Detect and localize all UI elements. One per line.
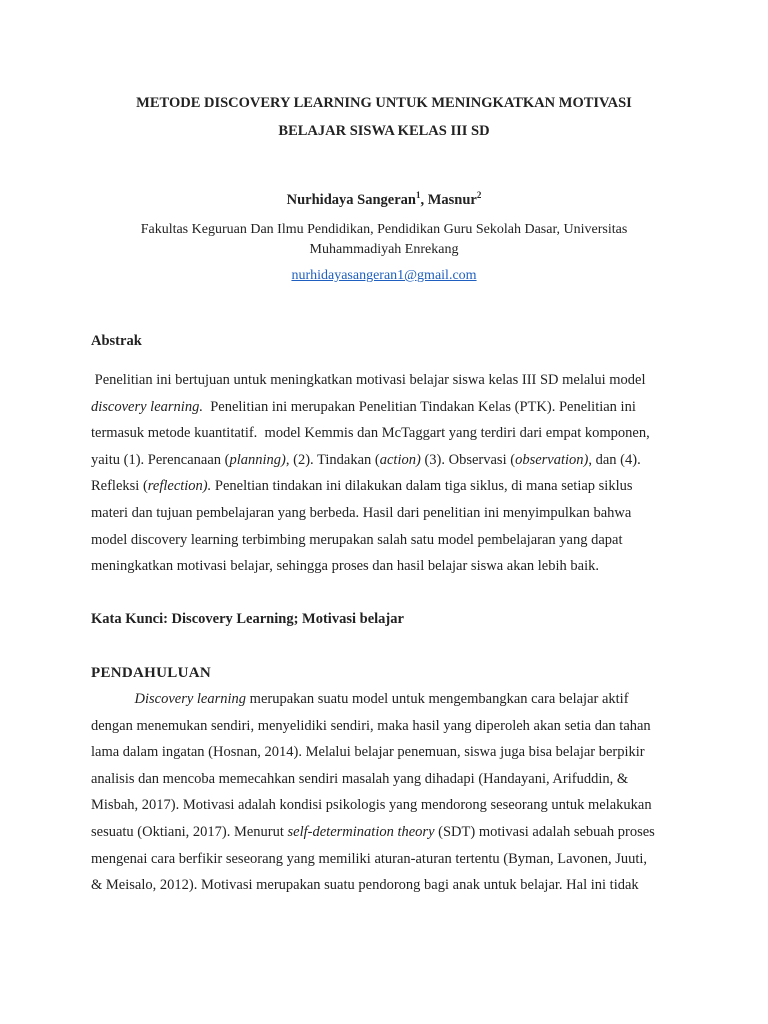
introduction-line <box>91 766 681 793</box>
abstract-line <box>91 420 681 447</box>
abstract-text: termasuk metode kuantitatif. model Kemmis dan McTaggart yang terdiri dari empat komponen, <box>91 425 650 442</box>
abstract-text: , (2). Tindakan ( <box>285 451 380 468</box>
author-separator: , <box>420 192 428 208</box>
affiliation-line-2: Muhammadiyah Enrekang <box>309 242 459 257</box>
introduction-body <box>91 686 681 899</box>
abstract-body <box>91 367 681 580</box>
introduction-text: sesuatu (Oktiani, 2017). Menurut <box>91 823 288 840</box>
author-affiliation-mark-2: 2 <box>476 190 482 200</box>
abstract-text: , dan (4). <box>588 451 641 468</box>
introduction-text: mengenai cara berfikir seseorang yang memiliki aturan-aturan tertentu (Byman, Lavonen, Juuti, <box>91 850 648 867</box>
introduction-text: (SDT) motivasi adalah sebuah proses <box>434 823 655 840</box>
author-email <box>60 268 708 284</box>
affiliation <box>100 220 668 260</box>
introduction-italic-text: self-determination theory <box>287 823 435 840</box>
introduction-line <box>91 872 681 899</box>
introduction-line <box>91 713 681 740</box>
introduction-italic-text: Discovery learning <box>134 691 247 707</box>
abstract-text: Penelitian ini bertujuan untuk meningkatkan motivasi belajar siswa kelas III SD melalui model <box>91 372 646 388</box>
abstract-text: Peneltian tindakan ini dilakukan dalam tiga siklus, di mana setiap siklus <box>211 478 633 495</box>
introduction-heading: PENDAHULUAN <box>91 665 211 681</box>
keywords: Kata Kunci: Discovery Learning; Motivasi belajar <box>91 611 404 627</box>
introduction-line <box>91 819 681 846</box>
introduction-text: analisis dan mencoba memecahkan sendiri masalah yang dihadapi (Handayani, Arifuddin, & <box>91 770 629 787</box>
author-name-2: Masnur <box>427 192 477 208</box>
introduction-text: & Meisalo, 2012). Motivasi merupakan suatu pendorong bagi anak untuk belajar. Hal ini tidak <box>91 877 639 894</box>
author-affiliation-mark-1: 1 <box>415 190 421 200</box>
introduction-text: lama dalam ingatan (Hosnan, 2014). Melalui belajar penemuan, siswa juga bisa belajar berpikir <box>91 744 645 761</box>
abstract-heading: Abstrak <box>91 333 142 349</box>
abstract-text: Penelitian ini merupakan Penelitian Tindakan Kelas (PTK). Penelitian ini <box>202 398 636 415</box>
introduction-line <box>91 846 681 873</box>
paper-title-line-2: BELAJAR SISWA KELAS III SD <box>278 123 490 139</box>
introduction-line <box>91 739 681 766</box>
introduction-text: Misbah, 2017). Motivasi adalah kondisi psikologis yang mendorong seseorang untuk melakukan <box>91 797 652 814</box>
abstract-text: model discovery learning terbimbing merupakan salah satu model pembelajaran yang dapat <box>91 531 623 548</box>
introduction-text: merupakan suatu model untuk mengembangkan cara belajar aktif <box>246 691 629 707</box>
abstract-line <box>91 447 681 474</box>
abstract-line <box>91 473 681 500</box>
abstract-text: Refleksi ( <box>91 478 148 495</box>
abstract-text: meningkatkan motivasi belajar, sehingga proses dan hasil belajar siswa akan lebih baik. <box>91 558 599 575</box>
abstract-italic-text: discovery learning. <box>91 398 203 415</box>
abstract-text: yaitu (1). Perencanaan ( <box>91 451 230 468</box>
abstract-text: (3). Observasi ( <box>420 451 516 468</box>
paper-title-line-1: METODE DISCOVERY LEARNING UNTUK MENINGKATKAN MOTIVASI <box>136 95 632 111</box>
affiliation-line-1: Fakultas Keguruan Dan Ilmu Pendidikan, Pendidikan Guru Sekolah Dasar, Universitas <box>140 222 628 237</box>
abstract-line <box>91 527 681 554</box>
abstract-line <box>91 553 681 580</box>
abstract-italic-text: reflection). <box>147 478 212 495</box>
abstract-text: materi dan tujuan pembelajaran yang berbeda. Hasil dari penelitian ini menyimpulkan bahwa <box>91 504 632 521</box>
abstract-line <box>91 394 681 421</box>
abstract-italic-text: observation) <box>515 451 589 468</box>
author-name-1: Nurhidaya Sangeran <box>286 192 416 208</box>
abstract-italic-text: planning) <box>229 451 286 468</box>
abstract-italic-text: action) <box>379 451 421 468</box>
abstract-line <box>91 500 681 527</box>
abstract-line <box>91 367 681 394</box>
introduction-text <box>91 691 135 707</box>
introduction-line <box>91 792 681 819</box>
email-link[interactable]: nurhidayasangeran1@gmail.com <box>291 268 477 283</box>
introduction-text: dengan menemukan sendiri, menyelidiki sendiri, maka hasil yang diperoleh akan setia dan tahan <box>91 717 651 734</box>
author-list <box>60 190 708 209</box>
introduction-line <box>91 686 681 713</box>
